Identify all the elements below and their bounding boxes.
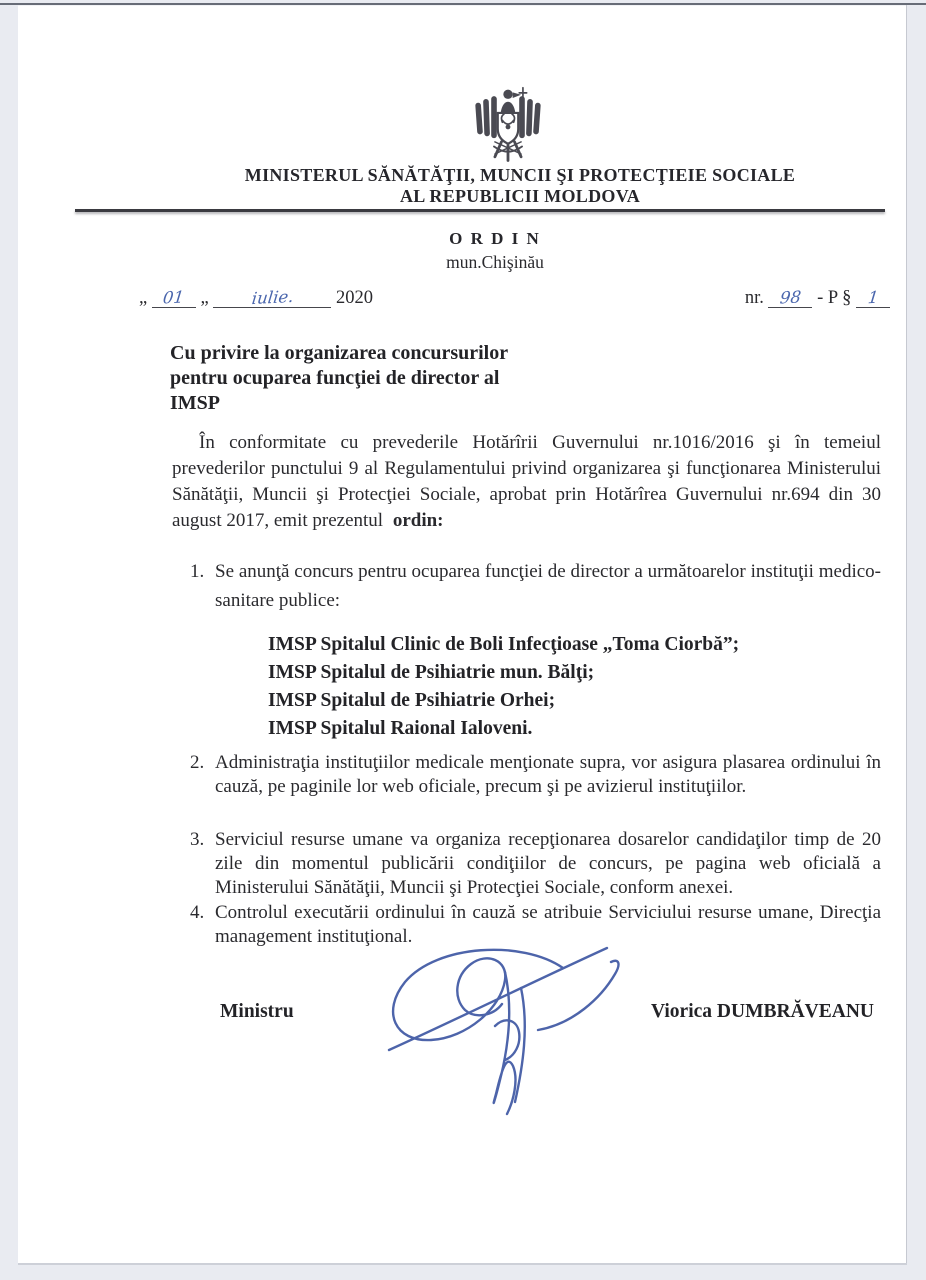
item-number: 1. (190, 561, 205, 582)
hospital-list (268, 631, 739, 743)
nr-blank (768, 289, 812, 308)
issue-date (139, 288, 373, 309)
month-blank (213, 286, 331, 309)
hospital-list-item: IMSP Spitalul Clinic de Boli Infecţioase „Toma Ciorbă”; (268, 634, 740, 655)
item-number: 4. (190, 902, 205, 923)
hospital-list-item: IMSP Spitalul Raional Ialoveni. (268, 718, 533, 739)
order-item-2 (190, 751, 881, 799)
subject-line1: Cu privire la organizarea concursurilor (170, 342, 509, 364)
document-page (18, 5, 907, 1263)
nr-suffix: - P § (817, 288, 852, 308)
handwritten-day: 01 (162, 287, 186, 308)
preamble-text: În conformitate cu prevederile Hotărîrii Guvernului nr.1016/2016 şi în temeiul prevederilor punctului 9 al Regulamentului privind organizarea şi funcţionarea Ministerului Sănătăţii, Muncii şi Protecţiei Sociale, aprobat prin Hotărîrea Guvernului nr.694 din 30 august 2017, emit prezentul (172, 432, 881, 531)
header-rule (75, 209, 885, 212)
order-item-1 (190, 557, 881, 615)
subject-line2: pentru ocuparea funcţiei de director al (170, 367, 500, 389)
item-text: Se anunţă concurs pentru ocuparea funcţiei de director a următoarelor instituţii medico-sanitare publice: (215, 561, 881, 611)
document-type-title: O R D I N (449, 229, 541, 248)
ministry-name-line2: AL REPUBLICII MOLDOVA (399, 186, 640, 206)
minister-signature-icon (355, 934, 655, 1120)
issue-year: 2020 (335, 288, 373, 308)
signer-role: Ministru (220, 1001, 294, 1022)
issue-place: mun.Chişinău (446, 252, 544, 272)
hospital-list-item: IMSP Spitalul de Psihiatrie Orhei; (268, 690, 556, 711)
item-text: Administraţia instituţiilor medicale menţionate supra, vor asigura plasarea ordinului în cauză, pe paginile lor web oficiale, precum şi pe avizierul instituţiilor. (215, 752, 881, 797)
handwritten-paragraph: 1 (866, 287, 880, 308)
subject-line3: IMSP (170, 392, 220, 414)
open-quote: „ (139, 288, 148, 308)
item-number: 3. (190, 829, 205, 850)
handwritten-nr: 98 (778, 287, 803, 308)
day-blank (152, 289, 196, 308)
item-text: Controlul executării ordinului în cauză se atribuie Serviciului resurse umane, Direcţia management instituţional. (215, 902, 881, 947)
ministry-name-block (120, 165, 920, 207)
signer-name: Viorica DUMBRĂVEANU (651, 1001, 874, 1022)
nr-label: nr. (744, 288, 764, 308)
ministry-name-line1: MINISTERUL SĂNĂTĂŢII, MUNCII ŞI PROTECŢIEIE SOCIALE (244, 165, 796, 185)
moldova-coat-of-arms-icon (466, 83, 550, 169)
order-number (745, 288, 890, 309)
date-number-row (139, 288, 890, 309)
paragraph-blank (856, 289, 890, 308)
preamble-emphasis: ordin: (392, 510, 444, 531)
item-number: 2. (190, 752, 205, 773)
item-text: Serviciul resurse umane va organiza recepţionarea dosarelor candidaţilor timp de 20 zile din momentul publicării condiţiilor de concurs, pe pagina web oficială a Ministerului Sănătăţii, Muncii şi Protecţiei Sociale, conform anexei. (215, 829, 881, 898)
subject-title (170, 341, 508, 416)
handwritten-month: iulie. (250, 286, 295, 309)
preamble-paragraph (172, 430, 881, 534)
order-item-3 (190, 828, 881, 900)
hospital-list-item: IMSP Spitalul de Psihiatrie mun. Bălţi; (268, 662, 595, 683)
mid-quote: „ (200, 288, 209, 308)
